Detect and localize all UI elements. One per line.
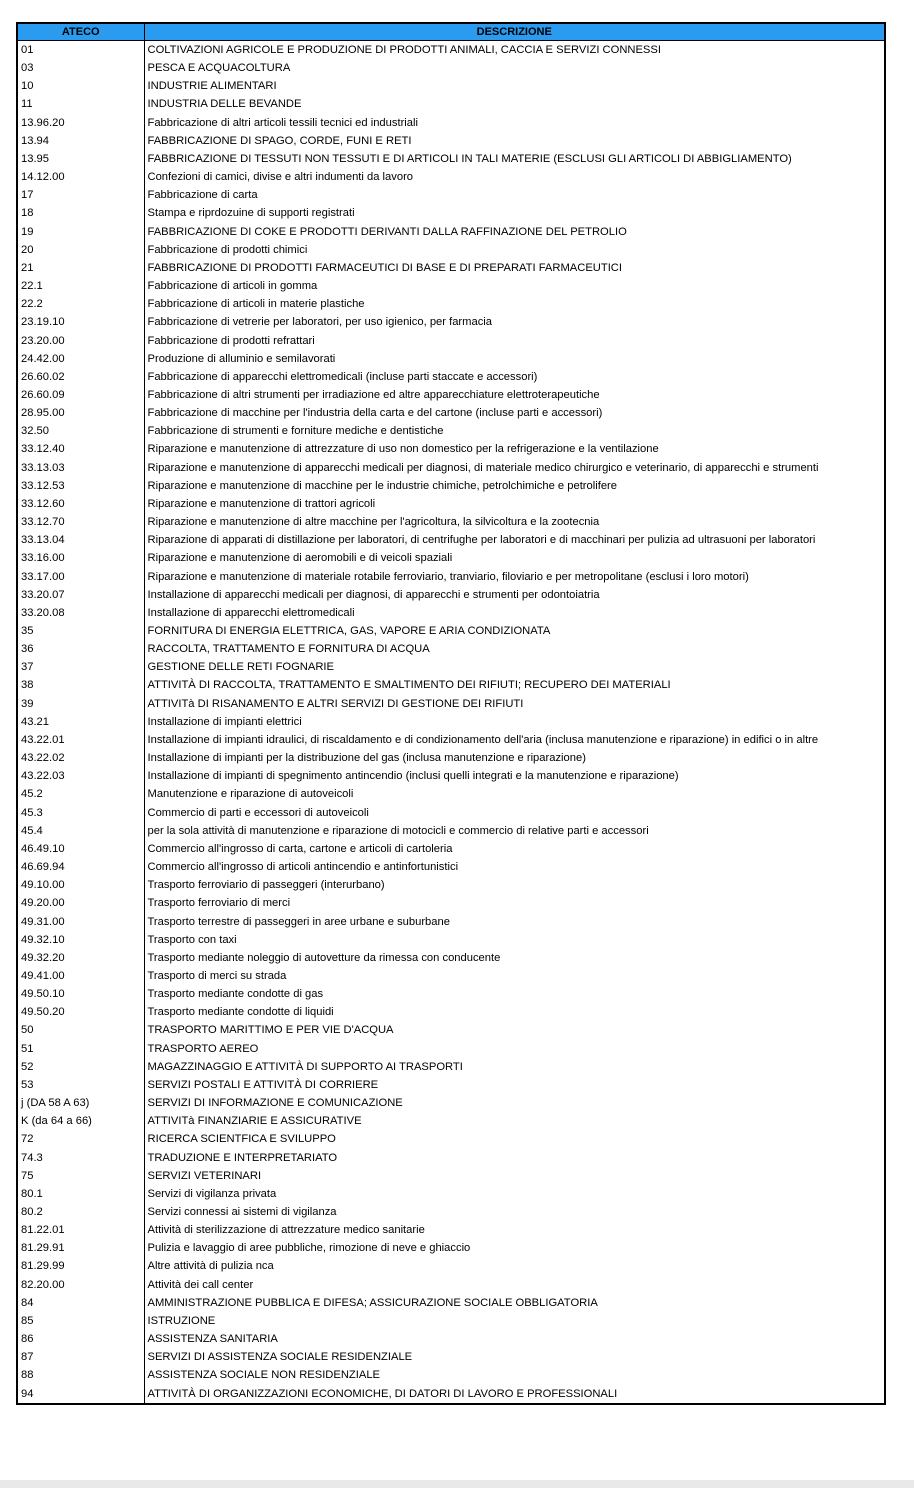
table-row [17, 568, 885, 586]
ateco-code-cell: 01 [17, 41, 144, 60]
table-row [17, 1021, 885, 1039]
description-cell: Trasporto terrestre di passeggeri in aree urbane e suburbane [147, 915, 450, 928]
ateco-code-cell: 72 [17, 1130, 144, 1148]
description-cell: INDUSTRIE ALIMENTARI [147, 80, 277, 93]
table-row [17, 1185, 885, 1203]
table-row [17, 1330, 885, 1348]
description-cell: MAGAZZINAGGIO E ATTIVITÀ DI SUPPORTO AI TRASPORTI [147, 1060, 463, 1073]
ateco-code-cell: 33.13.04 [17, 531, 144, 549]
description-cell: Fabbricazione di vetrerie per laboratori, per uso igienico, per farmacia [147, 316, 492, 329]
ateco-code-cell: 43.22.02 [17, 749, 144, 767]
description-cell: per la sola attività di manutenzione e riparazione di motocicli e commercio di relative parti e accessori [147, 824, 649, 837]
ateco-code-cell: 33.20.07 [17, 586, 144, 604]
table-row [17, 368, 885, 386]
table-row [17, 1094, 885, 1112]
table-row [17, 132, 885, 150]
ateco-code-cell: 80.2 [17, 1203, 144, 1221]
table-row [17, 223, 885, 241]
ateco-code-cell: 49.32.20 [17, 949, 144, 967]
description-cell: Trasporto mediante condotte di liquidi [147, 1006, 334, 1019]
table-row [17, 622, 885, 640]
ateco-code-cell: 03 [17, 59, 144, 77]
table-row [17, 186, 885, 204]
table-row [17, 1276, 885, 1294]
ateco-code-cell: 21 [17, 259, 144, 277]
table-row [17, 77, 885, 95]
table-row [17, 1149, 885, 1167]
description-cell: Fabbricazione di articoli in gomma [147, 280, 318, 293]
table-row [17, 1239, 885, 1257]
description-cell: Fabbricazione di articoli in materie plastiche [147, 298, 365, 311]
ateco-code-cell: 33.13.03 [17, 459, 144, 477]
description-cell: Trasporto con taxi [147, 933, 237, 946]
table-row [17, 858, 885, 876]
ateco-code-cell: 49.20.00 [17, 894, 144, 912]
ateco-code-cell: 33.12.70 [17, 513, 144, 531]
ateco-code-cell: 49.50.20 [17, 1003, 144, 1021]
description-cell: Fabbricazione di altri articoli tessili tecnici ed industriali [147, 116, 418, 129]
table-row [17, 985, 885, 1003]
description-cell: SERVIZI POSTALI E ATTIVITÀ DI CORRIERE [147, 1078, 379, 1091]
ateco-code-cell: 22.1 [17, 277, 144, 295]
table-row [17, 313, 885, 331]
table-row [17, 1167, 885, 1185]
description-cell: Commercio di parti e eccessori di autoveicoli [147, 806, 369, 819]
table-row [17, 386, 885, 404]
description-cell: INDUSTRIA DELLE BEVANDE [147, 98, 302, 111]
description-cell: Installazione di impianti idraulici, di riscaldamento e di condizionamento dell'aria (inclusa manutenzione e riparazione) in edifici o in altre [147, 733, 819, 746]
table-row [17, 1003, 885, 1021]
description-cell: Riparazione e manutenzione di trattori agricoli [147, 497, 376, 510]
table-row [17, 822, 885, 840]
ateco-code-cell: 74.3 [17, 1149, 144, 1167]
description-cell: Fabbricazione di prodotti refrattari [147, 334, 315, 347]
description-cell: Produzione di alluminio e semilavorati [147, 352, 336, 365]
table-row [17, 876, 885, 894]
ateco-code-cell: 11 [17, 95, 144, 113]
description-cell: Riparazione e manutenzione di aeromobili e di veicoli spaziali [147, 552, 453, 565]
description-cell: Trasporto mediante noleggio di autovetture da rimessa con conducente [147, 951, 501, 964]
table-row [17, 204, 885, 222]
description-cell: Fabbricazione di apparecchi elettromedicali (incluse parti staccate e accessori) [147, 370, 538, 383]
ateco-code-cell: 23.20.00 [17, 332, 144, 350]
description-cell: Installazione di impianti di spegnimento antincendio (inclusi quelli integrati e la manutenzione e riparazione) [147, 770, 679, 783]
description-cell: Fabbricazione di prodotti chimici [147, 243, 308, 256]
description-cell: Riparazione e manutenzione di macchine per le industrie chimiche, petrolchimiche e petrolifere [147, 479, 617, 492]
ateco-code-cell: 17 [17, 186, 144, 204]
table-row [17, 1203, 885, 1221]
table-row [17, 894, 885, 912]
ateco-code-cell: 50 [17, 1021, 144, 1039]
description-cell: Fabbricazione di macchine per l'industria della carta e del cartone (incluse parti e accessori) [147, 407, 603, 420]
description-cell: GESTIONE DELLE RETI FOGNARIE [147, 661, 334, 674]
description-cell: Servizi connessi ai sistemi di vigilanza [147, 1206, 337, 1218]
ateco-code-cell: 33.20.08 [17, 604, 144, 622]
description-cell: Pulizia e lavaggio di aree pubbliche, rimozione di neve e ghiaccio [147, 1242, 471, 1255]
table-row [17, 731, 885, 749]
description-cell: COLTIVAZIONI AGRICOLE E PRODUZIONE DI PRODOTTI ANIMALI, CACCIA E SERVIZI CONNESSI [147, 44, 661, 56]
description-cell: Confezioni di camici, divise e altri indumenti da lavoro [147, 171, 414, 184]
description-cell: SERVIZI VETERINARI [147, 1169, 262, 1182]
table-row [17, 59, 885, 77]
description-cell: FABBRICAZIONE DI SPAGO, CORDE, FUNI E RETI [147, 134, 412, 147]
table-row [17, 1294, 885, 1312]
ateco-code-cell: 24.42.00 [17, 350, 144, 368]
description-cell: TRASPORTO AEREO [147, 1042, 259, 1055]
table-row [17, 150, 885, 168]
ateco-code-cell: 81.29.91 [17, 1239, 144, 1257]
ateco-code-cell: 53 [17, 1076, 144, 1094]
table-row [17, 1112, 885, 1130]
table-row [17, 241, 885, 259]
description-cell: Fabbricazione di carta [147, 189, 258, 202]
ateco-code-cell: 85 [17, 1312, 144, 1330]
header-ateco: ATECO [17, 23, 144, 41]
description-cell: FABBRICAZIONE DI PRODOTTI FARMACEUTICI DI BASE E DI PREPARATI FARMACEUTICI [147, 261, 622, 274]
description-cell: Attività di sterilizzazione di attrezzature medico sanitarie [147, 1224, 425, 1237]
ateco-code-cell: 33.17.00 [17, 568, 144, 586]
table-row [17, 586, 885, 604]
table-row [17, 168, 885, 186]
table-row [17, 459, 885, 477]
table-row [17, 931, 885, 949]
ateco-code-cell: 81.29.99 [17, 1257, 144, 1275]
description-cell: Riparazione e manutenzione di attrezzature di uso non domestico per la refrigerazione e la ventilazione [147, 443, 659, 456]
table-row [17, 749, 885, 767]
table-row [17, 422, 885, 440]
description-cell: Fabbricazione di strumenti e forniture mediche e dentistiche [147, 425, 444, 438]
ateco-code-cell: 32.50 [17, 422, 144, 440]
ateco-code-cell: 33.12.60 [17, 495, 144, 513]
ateco-code-cell: 80.1 [17, 1185, 144, 1203]
description-cell: Installazione di apparecchi medicali per diagnosi, di apparecchi e strumenti per odontoiatria [147, 588, 600, 601]
description-cell: Trasporto ferroviario di passeggeri (interurbano) [147, 879, 385, 892]
ateco-code-cell: 49.31.00 [17, 913, 144, 931]
description-cell: Altre attività di pulizia nca [147, 1260, 274, 1273]
table-row [17, 277, 885, 295]
ateco-code-cell: 45.2 [17, 785, 144, 803]
ateco-code-cell: 39 [17, 695, 144, 713]
ateco-code-cell: 35 [17, 622, 144, 640]
table-row [17, 604, 885, 622]
ateco-code-cell: 49.32.10 [17, 931, 144, 949]
ateco-code-cell: 88 [17, 1366, 144, 1384]
table-row [17, 440, 885, 458]
description-cell: Attività dei call center [147, 1278, 254, 1291]
description-cell: FABBRICAZIONE DI TESSUTI NON TESSUTI E DI ARTICOLI IN TALI MATERIE (ESCLUSI GLI ARTICOLI DI ABBIGLIAMENTO) [147, 152, 792, 165]
table-row [17, 350, 885, 368]
table-row [17, 259, 885, 277]
table-row [17, 967, 885, 985]
description-cell: TRADUZIONE E INTERPRETARIATO [147, 1151, 338, 1164]
table-row [17, 1257, 885, 1275]
description-cell: RICERCA SCIENTFICA E SVILUPPO [147, 1133, 336, 1146]
ateco-code-cell: 43.22.03 [17, 767, 144, 785]
description-cell: FABBRICAZIONE DI COKE E PRODOTTI DERIVANTI DALLA RAFFINAZIONE DEL PETROLIO [147, 225, 627, 238]
table-row [17, 785, 885, 803]
ateco-code-cell: 28.95.00 [17, 404, 144, 422]
description-cell: ASSISTENZA SOCIALE NON RESIDENZIALE [147, 1369, 381, 1382]
ateco-code-cell: 23.19.10 [17, 313, 144, 331]
description-cell: ATTIVITà FINANZIARIE E ASSICURATIVE [147, 1115, 362, 1128]
table-row [17, 1312, 885, 1330]
table-row [17, 404, 885, 422]
table-row [17, 840, 885, 858]
description-cell: Commercio all'ingrosso di carta, cartone e articoli di cartoleria [147, 842, 453, 855]
header-descrizione: DESCRIZIONE [144, 23, 885, 41]
ateco-code-cell: 14.12.00 [17, 168, 144, 186]
ateco-code-cell: 26.60.02 [17, 368, 144, 386]
ateco-code-cell: 26.60.09 [17, 386, 144, 404]
ateco-code-cell: 43.21 [17, 713, 144, 731]
description-cell: Riparazione e manutenzione di materiale rotabile ferroviario, tranviario, filoviario e per metropolitane (esclusi i loro motori) [147, 570, 749, 583]
ateco-code-cell: 45.3 [17, 804, 144, 822]
ateco-code-cell: 43.22.01 [17, 731, 144, 749]
table-row [17, 1221, 885, 1239]
table-row [17, 95, 885, 113]
ateco-code-cell: 10 [17, 77, 144, 95]
description-cell: ATTIVITà DI RISANAMENTO E ALTRI SERVIZI DI GESTIONE DEI RIFIUTI [147, 697, 524, 710]
ateco-code-cell: 75 [17, 1167, 144, 1185]
ateco-code-cell: 49.10.00 [17, 876, 144, 894]
description-cell: Fabbricazione di altri strumenti per irradiazione ed altre apparecchiature elettroterapeutiche [147, 388, 600, 401]
description-cell: ATTIVITÀ DI ORGANIZZAZIONI ECONOMICHE, DI DATORI DI LAVORO E PROFESSIONALI [147, 1387, 618, 1400]
ateco-code-cell: 13.94 [17, 132, 144, 150]
table-row [17, 713, 885, 731]
description-cell: ASSISTENZA SANITARIA [147, 1333, 278, 1346]
table-row [17, 767, 885, 785]
description-cell: Servizi di vigilanza privata [147, 1187, 277, 1200]
ateco-code-cell: 19 [17, 223, 144, 241]
table-row [17, 695, 885, 713]
ateco-code-cell: 94 [17, 1385, 144, 1404]
table-row [17, 477, 885, 495]
description-cell: ISTRUZIONE [147, 1314, 216, 1327]
ateco-code-cell: 82.20.00 [17, 1276, 144, 1294]
table-row [17, 513, 885, 531]
table-row [17, 1385, 885, 1404]
ateco-code-cell: 51 [17, 1040, 144, 1058]
description-cell: Installazione di apparecchi elettromedicali [147, 606, 355, 619]
description-cell: Trasporto mediante condotte di gas [147, 988, 324, 1001]
table-row [17, 41, 885, 60]
table-row [17, 1130, 885, 1148]
description-cell: Riparazione e manutenzione di altre macchine per l'agricoltura, la silvicoltura e la zootecnia [147, 516, 600, 529]
table-row [17, 804, 885, 822]
description-cell: Trasporto di merci su strada [147, 969, 287, 982]
ateco-code-cell: 13.96.20 [17, 114, 144, 132]
ateco-code-cell: 46.69.94 [17, 858, 144, 876]
ateco-code-cell: 38 [17, 676, 144, 694]
description-cell: Riparazione di apparati di distillazione per laboratori, di centrifughe per laboratori e di macchinari per pulizia ad ultrasuoni per laboratori [147, 534, 816, 547]
table-row [17, 114, 885, 132]
table-row [17, 1058, 885, 1076]
description-cell: SERVIZI DI ASSISTENZA SOCIALE RESIDENZIALE [147, 1351, 413, 1364]
ateco-code-cell: 86 [17, 1330, 144, 1348]
table-row [17, 1366, 885, 1384]
ateco-code-cell: 33.16.00 [17, 549, 144, 567]
description-cell: Installazione di impianti elettrici [147, 715, 302, 728]
description-cell: Trasporto ferroviario di merci [147, 897, 291, 910]
ateco-code-cell: 18 [17, 204, 144, 222]
ateco-code-cell: 22.2 [17, 295, 144, 313]
table-row [17, 1348, 885, 1366]
table-row [17, 549, 885, 567]
table-row [17, 913, 885, 931]
ateco-code-cell: 46.49.10 [17, 840, 144, 858]
description-cell: ATTIVITÀ DI RACCOLTA, TRATTAMENTO E SMALTIMENTO DEI RIFIUTI; RECUPERO DEI MATERIALI [147, 679, 671, 692]
table-row [17, 640, 885, 658]
table-row [17, 295, 885, 313]
table-row [17, 332, 885, 350]
description-cell: Installazione di impianti per la distribuzione del gas (inclusa manutenzione e riparazione) [147, 752, 586, 765]
ateco-code-cell: 81.22.01 [17, 1221, 144, 1239]
ateco-code-cell: 36 [17, 640, 144, 658]
ateco-code-cell: 84 [17, 1294, 144, 1312]
bottom-strip [0, 1480, 914, 1488]
ateco-code-cell: 87 [17, 1348, 144, 1366]
ateco-code-cell: 49.41.00 [17, 967, 144, 985]
ateco-code-cell: 49.50.10 [17, 985, 144, 1003]
description-cell: Stampa e riprdozuine di supporti registrati [147, 207, 355, 220]
description-cell: TRASPORTO MARITTIMO E PER VIE D'ACQUA [147, 1024, 394, 1037]
header-row [17, 23, 885, 41]
description-cell: Manutenzione e riparazione di autoveicoli [147, 788, 354, 801]
table-row [17, 676, 885, 694]
ateco-code-cell: 13.95 [17, 150, 144, 168]
ateco-code-cell: K (da 64 a 66) [17, 1112, 144, 1130]
table-row [17, 658, 885, 676]
ateco-code-cell: 33.12.40 [17, 440, 144, 458]
ateco-code-cell: 45.4 [17, 822, 144, 840]
ateco-code-cell: j (DA 58 A 63) [17, 1094, 144, 1112]
description-cell: Commercio all'ingrosso di articoli antincendio e antinfortunistici [147, 861, 459, 874]
ateco-code-cell: 20 [17, 241, 144, 259]
description-cell: SERVIZI DI INFORMAZIONE E COMUNICAZIONE [147, 1097, 403, 1110]
table-row [17, 495, 885, 513]
table-row [17, 1040, 885, 1058]
ateco-table [16, 22, 886, 1405]
ateco-code-cell: 33.12.53 [17, 477, 144, 495]
ateco-code-cell: 37 [17, 658, 144, 676]
description-cell: RACCOLTA, TRATTAMENTO E FORNITURA DI ACQUA [147, 643, 430, 656]
description-cell: PESCA E ACQUACOLTURA [147, 62, 291, 75]
table-row [17, 531, 885, 549]
description-cell: Riparazione e manutenzione di apparecchi medicali per diagnosi, di materiale medico chirurgico e veterinario, di apparecchi e strumenti [147, 461, 819, 474]
description-cell: AMMINISTRAZIONE PUBBLICA E DIFESA; ASSICURAZIONE SOCIALE OBBLIGATORIA [147, 1296, 598, 1309]
ateco-code-cell: 52 [17, 1058, 144, 1076]
description-cell: FORNITURA DI ENERGIA ELETTRICA, GAS, VAPORE E ARIA CONDIZIONATA [147, 625, 551, 637]
table-row [17, 949, 885, 967]
table-row [17, 1076, 885, 1094]
